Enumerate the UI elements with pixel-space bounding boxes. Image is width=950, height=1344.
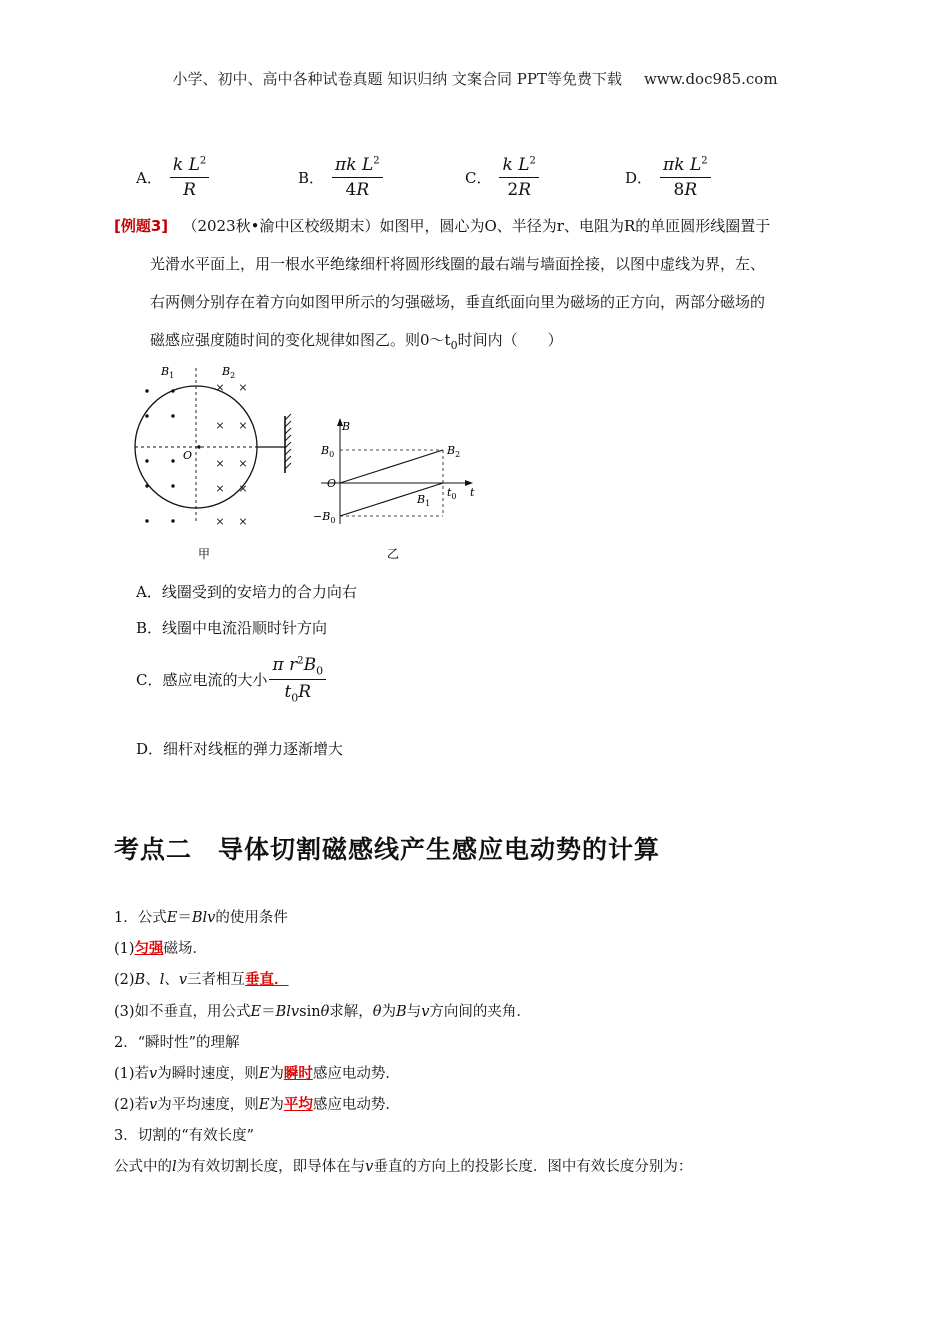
var-R: R — [684, 180, 698, 200]
option-b — [298, 155, 383, 200]
svg-text:×: × — [215, 457, 225, 470]
section-title: 导体切割磁感线产生感应电动势的计算 — [218, 835, 661, 864]
coef: 8 — [673, 180, 685, 200]
highlight: 瞬时 — [283, 1065, 313, 1082]
tick-neg-b0: $-B_0$ — [313, 510, 336, 525]
coef: 2 — [507, 180, 519, 200]
axis-label-t: t — [470, 486, 475, 499]
coef: 4 — [345, 180, 357, 200]
section-heading — [114, 830, 660, 866]
curve-label-b1: $B_1$ — [417, 493, 431, 508]
exponent: 2 — [297, 655, 304, 667]
choice-b: B．线圈中电流沿顺时针方向 — [136, 619, 328, 637]
fraction — [499, 155, 538, 200]
option-letter: D． — [625, 169, 653, 187]
svg-text:×: × — [238, 482, 248, 495]
highlight: 平均 — [283, 1096, 313, 1113]
var-L: L — [361, 155, 374, 175]
option-letter: B． — [298, 169, 325, 187]
option-letter: C． — [465, 169, 492, 187]
fraction — [660, 155, 711, 200]
var-k: k — [502, 155, 513, 175]
pi-symbol: π — [663, 155, 675, 175]
question-line-2: 光滑水平面上，用一根水平绝缘细杆将圆形线圈的最右端与墙面拴接，以图中虚线为界，左、 — [150, 255, 766, 273]
choice-c-text: C．感应电流的大小 — [136, 671, 268, 690]
question-text: 时间内（ ） — [457, 331, 563, 349]
option-d — [625, 155, 711, 200]
subscript: 0 — [291, 691, 299, 705]
highlight: 匀强 — [134, 940, 164, 957]
exponent: 2 — [701, 155, 708, 167]
option-a — [136, 155, 209, 200]
choice-a: A．线圈受到的安培力的合力向右 — [136, 583, 357, 601]
var-L: L — [689, 155, 702, 175]
question-tag: [例题3] — [114, 217, 169, 235]
curve-label-b2: $B_2$ — [447, 444, 461, 459]
page-header — [0, 68, 950, 89]
var-k: k — [346, 155, 357, 175]
option-c — [465, 155, 539, 200]
choice-c — [136, 655, 326, 705]
var-R: R — [356, 180, 370, 200]
note-1: 1．公式E＝Blv的使用条件 — [114, 910, 288, 926]
note-8: 3．切割的“有效长度” — [114, 1128, 255, 1144]
svg-text:×: × — [238, 515, 248, 528]
field-crosses-in — [215, 381, 247, 528]
var-k: k — [172, 155, 184, 175]
header-site: www.doc985.com — [643, 70, 778, 88]
var-R: R — [298, 682, 312, 703]
fraction — [269, 655, 326, 705]
note-2: (1)匀强磁场． — [114, 940, 208, 957]
pi-symbol: π — [272, 655, 284, 675]
svg-text:×: × — [238, 381, 248, 394]
note-3: (2)B、l、v三者相互垂直． — [114, 971, 289, 988]
figure-jia — [135, 365, 291, 561]
section-number: 考点二 — [114, 835, 193, 864]
question-line-1 — [114, 208, 770, 245]
exponent: 2 — [199, 155, 207, 167]
label-yi: 乙 — [387, 547, 400, 561]
svg-text:×: × — [215, 515, 225, 528]
var-k: k — [674, 155, 685, 175]
label-b2: $B_2$ — [222, 365, 236, 380]
wall-hatching — [285, 414, 291, 469]
note-9: 公式中的l为有效切割长度，即导体在与v垂直的方向上的投影长度．图中有效长度分别为： — [114, 1159, 693, 1175]
note-4: (3)如不垂直，用公式E＝Blvsinθ求解，θ为B与v方向间的夹角． — [114, 1004, 531, 1020]
tick-b0: $B_0$ — [321, 444, 335, 459]
svg-text:×: × — [238, 457, 248, 470]
fraction — [170, 155, 209, 200]
var-r: r — [289, 655, 298, 675]
svg-text:×: × — [215, 482, 225, 495]
b2-line — [340, 450, 443, 483]
label-b1: $B_1$ — [161, 365, 175, 380]
figure-yi-graph — [313, 418, 475, 561]
exponent: 2 — [529, 155, 536, 167]
svg-text:×: × — [215, 381, 225, 394]
var-L: L — [518, 155, 530, 175]
question-text: 磁感应强度随时间的变化规律如图乙。则0～t — [150, 331, 451, 349]
highlight: 垂直． — [245, 971, 289, 988]
subscript: 0 — [316, 664, 324, 678]
label-jia: 甲 — [198, 547, 211, 561]
field-dots-out — [145, 389, 200, 522]
var-t: t — [284, 682, 292, 703]
note-7: (2)若v为平均速度，则E为平均感应电动势． — [114, 1096, 400, 1113]
var-B: B — [303, 655, 317, 675]
axis-label-b: B — [342, 420, 351, 433]
question-text: （2023秋•渝中区校级期末）如图甲，圆心为O、半径为r、电阻为R的单匝圆形线圈置于 — [182, 217, 771, 235]
tick-origin: O — [327, 477, 337, 490]
figure — [125, 358, 495, 568]
fraction — [332, 155, 383, 200]
note-5: 2．“瞬时性”的理解 — [114, 1035, 240, 1051]
svg-text:×: × — [215, 419, 225, 432]
note-6: (1)若v为瞬时速度，则E为瞬时感应电动势． — [114, 1065, 400, 1082]
option-letter: A． — [136, 169, 162, 187]
var-R: R — [518, 180, 531, 200]
choice-d: D．细杆对线框的弹力逐渐增大 — [136, 740, 344, 758]
question-line-3: 右两侧分别存在着方向如图甲所示的匀强磁场，垂直纸面向里为磁场的正方向，两部分磁场的 — [150, 293, 766, 311]
exponent: 2 — [373, 155, 380, 167]
tick-t0: $t_0$ — [447, 486, 457, 501]
header-text: 小学、初中、高中各种试卷真题 知识归纳 文案合同 PPT等免费下载 — [172, 70, 622, 88]
label-o: O — [183, 449, 193, 462]
pi-symbol: π — [335, 155, 347, 175]
subscript: 0 — [450, 339, 458, 352]
svg-text:×: × — [238, 419, 248, 432]
var-R: R — [183, 180, 196, 200]
var-L: L — [188, 155, 200, 175]
